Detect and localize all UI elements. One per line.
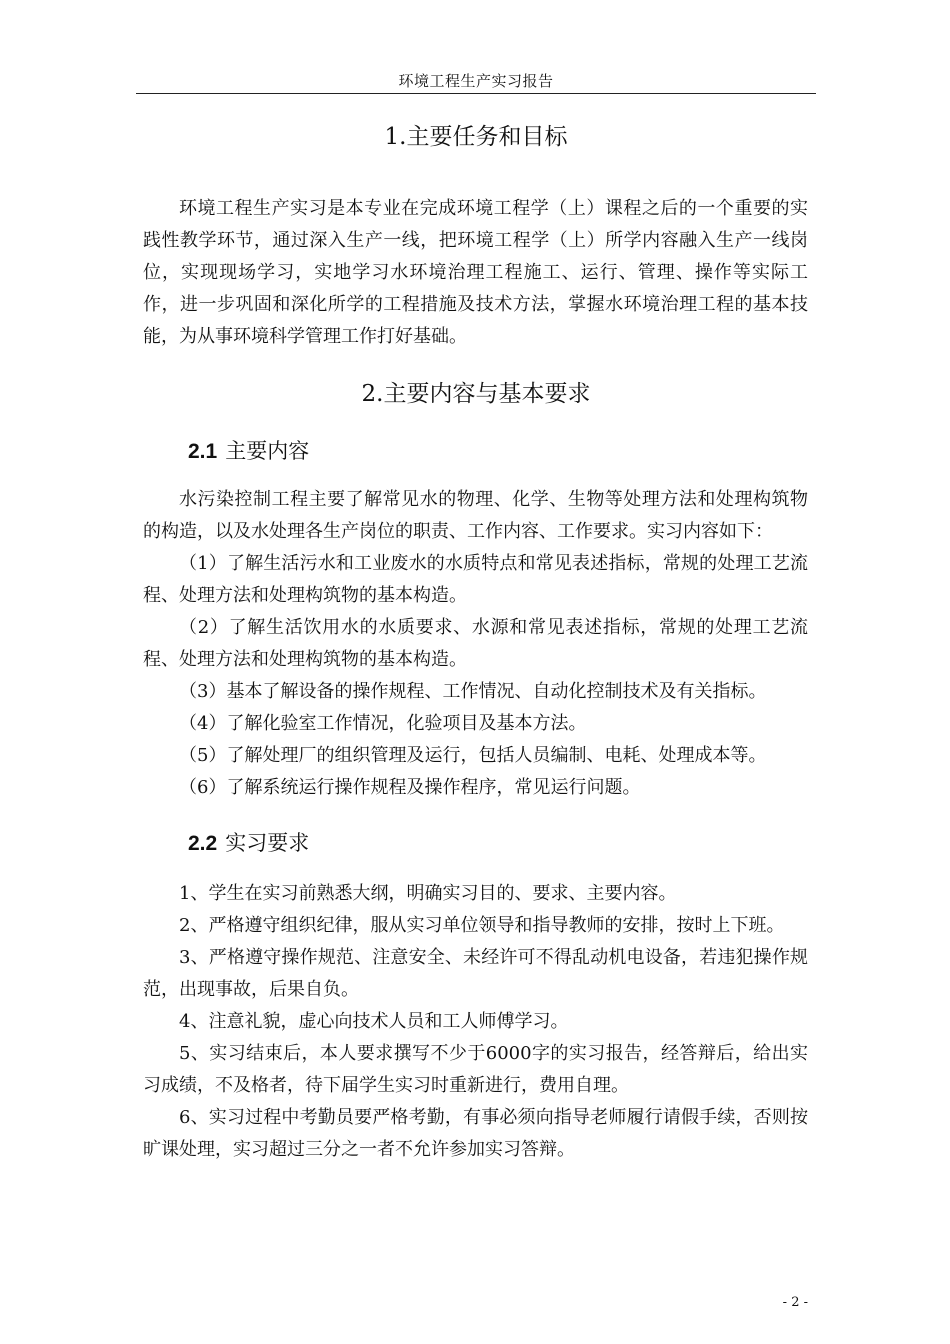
list-item: 2、严格遵守组织纪律，服从实习单位领导和指导教师的安排，按时上下班。 — [179, 915, 785, 936]
list-item: （2）了解生活饮用水的水质要求、水源和常见表述指标，常规的处理工艺流程、处理方法和处理构筑物的基本构造。 — [143, 617, 808, 670]
list-intro: 水污染控制工程主要了解常见水的物理、化学、生物等处理方法和处理构筑物的构造，以及水处理各生产岗位的职责、工作内容、工作要求。实习内容如下： — [143, 489, 808, 542]
subsection-title: 主要内容 — [225, 439, 310, 463]
subsection-2-1-body — [143, 484, 808, 804]
subsection-2-2-body — [143, 878, 808, 1166]
subsection-title: 实习要求 — [225, 831, 310, 855]
list-item: 1、学生在实习前熟悉大纲，明确实习目的、要求、主要内容。 — [179, 883, 677, 904]
list-item: 5、实习结束后，本人要求撰写不少于6000字的实习报告，经答辩后，给出实习成绩，不及格者，待下届学生实习时重新进行，费用自理。 — [143, 1043, 808, 1096]
list-item: （5）了解处理厂的组织管理及运行，包括人员编制、电耗、处理成本等。 — [179, 745, 767, 766]
subsection-number: 2.1 — [188, 440, 218, 463]
section-1-paragraph: 环境工程生产实习是本专业在完成环境工程学（上）课程之后的一个重要的实践性教学环节，通过深入生产一线，把环境工程学（上）所学内容融入生产一线岗位，实现现场学习，实地学习水环境治理工程施工、运行、管理、操作等实际工作，进一步巩固和深化所学的工程措施及技术方法，掌握水环境治理工程的基本技能，为从事环境科学管理工作打好基础。 — [143, 198, 808, 347]
section-1-heading: 1.主要任务和目标 — [384, 124, 568, 150]
subsection-number: 2.2 — [188, 832, 218, 855]
list-item: （6）了解系统运行操作规程及操作程序，常见运行问题。 — [179, 777, 641, 798]
list-item: 4、注意礼貌，虚心向技术人员和工人师傅学习。 — [179, 1011, 569, 1032]
list-item: （4）了解化验室工作情况，化验项目及基本方法。 — [179, 713, 587, 734]
subsection-2-2-heading — [188, 827, 309, 857]
list-item: （3）基本了解设备的操作规程、工作情况、自动化控制技术及有关指标。 — [179, 681, 767, 702]
running-header: 环境工程生产实习报告 — [398, 72, 554, 90]
section-1-body — [143, 193, 808, 353]
header-rule — [136, 93, 816, 94]
list-item: 3、严格遵守操作规范、注意安全、未经许可不得乱动机电设备，若违犯操作规范，出现事故，后果自负。 — [143, 947, 808, 1000]
page-number: - 2 - — [782, 1295, 808, 1310]
section-2-heading: 2.主要内容与基本要求 — [361, 381, 591, 407]
subsection-2-1-heading — [188, 435, 309, 465]
list-item: （1）了解生活污水和工业废水的水质特点和常见表述指标，常规的处理工艺流程、处理方法和处理构筑物的基本构造。 — [143, 553, 808, 606]
list-item: 6、实习过程中考勤员要严格考勤，有事必须向指导老师履行请假手续，否则按旷课处理，实习超过三分之一者不允许参加实习答辩。 — [143, 1107, 808, 1160]
